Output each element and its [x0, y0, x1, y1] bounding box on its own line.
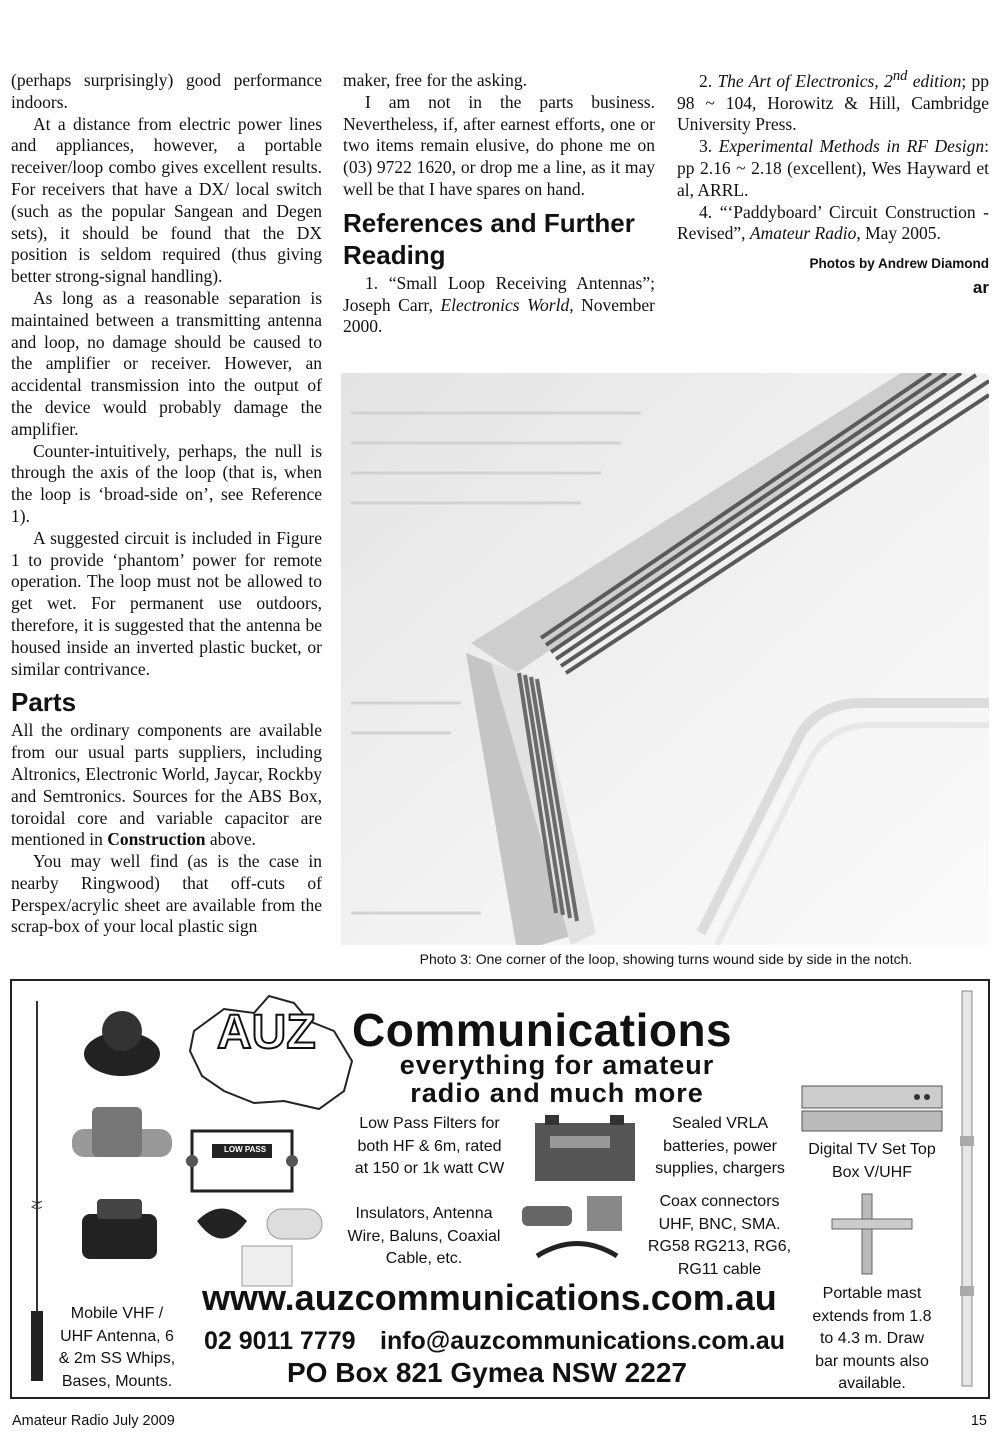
paragraph: A suggested circuit is included in Figure 1 to provide ‘phantom’ power for remote operation. The loop must not be allowed to get wet. For permanent use outdoors, therefore, it is suggested that the antenna be housed inside an inverted plastic bucket, or similar contrivance. [11, 527, 322, 679]
whip-antenna-icon [22, 991, 52, 1391]
filters-text [337, 1113, 522, 1181]
mast-text [802, 1283, 942, 1396]
paragraph: maker, free for the asking. [343, 70, 527, 90]
text-run: 2. [699, 70, 713, 91]
text-line: Low Pass Filters for [359, 1115, 500, 1132]
reference-1 [343, 273, 655, 338]
text-line: batteries, power [663, 1137, 777, 1155]
mobile-antenna-text [52, 1303, 182, 1393]
coax-connectors-icon [517, 1186, 637, 1281]
text-line: both HF & 6m, rated [357, 1137, 502, 1155]
paragraph: You may well find (as is the case in nearby Ringwood) that off-cuts of Perspex/acrylic sheet are available from the scrap-box of your local plastic sign [11, 851, 322, 937]
superscript: nd [892, 68, 908, 84]
filter-label: LOW PASS [223, 1145, 267, 1154]
mast-mount-icon [822, 1189, 922, 1279]
set-top-box-icon [797, 1081, 947, 1136]
text-run: All the ordinary components are available from our usual parts suppliers, including Altronics, Electronic World, Jaycar, Rockby and Semtronics. Sources for the ABS Box, toroidal core and variable capacitor are mentioned in [11, 720, 322, 850]
low-pass-filter-icon [182, 1116, 302, 1201]
text-line: Sealed VRLA [671, 1115, 769, 1132]
text-run: 1. “Small Loop Receiving Antennas”; Joseph Carr, [343, 272, 655, 315]
text-line: Mobile VHF / [70, 1305, 164, 1322]
paragraph: As long as a reasonable separation is maintained between a transmitting antenna and loop, no damage should be caused to the amplifier or receiver. However, an accidental transmission into the output of the device would probably damage the amplifier. [11, 287, 322, 439]
end-mark: ar [972, 278, 989, 297]
photo-loop-corner [341, 373, 989, 945]
text-line: supplies, chargers [655, 1160, 785, 1177]
column-2 [343, 70, 655, 338]
text-run: ; pp 98 ~ 104, Horowitz & Hill, Cambridge University Press. [677, 70, 990, 135]
auz-logo: AUZ [217, 1006, 316, 1059]
text-line: Coax connectors [659, 1193, 780, 1210]
text-line: extends from 1.8 [812, 1307, 932, 1325]
tagline [352, 1051, 762, 1107]
paragraph: I am not in the parts business. Nevertheless, if, after earnest efforts, one or two items remain elusive, do phone me on (03) 9722 1620, or drop me a line, as it may well be that I have spares on hand. [343, 91, 655, 199]
batteries-text [640, 1113, 800, 1181]
company-name: Communications [352, 1004, 733, 1056]
po-box: PO Box 821 Gymea NSW 2227 [287, 1357, 687, 1388]
email-link[interactable]: info@auzcommunications.com.au [380, 1327, 785, 1355]
text-run: 3. [699, 136, 713, 157]
column-3 [677, 66, 989, 299]
text-line: Cable, etc. [385, 1250, 463, 1267]
paragraph: Counter-intuitively, perhaps, the null is through the axis of the loop (that is, when the loop is ‘broad-side on’, see Reference 1). [11, 440, 322, 526]
parts-heading: Parts [11, 687, 77, 718]
photo-credit: Photos by Andrew Diamond [809, 256, 989, 272]
text-line: UHF, BNC, SMA. [658, 1215, 781, 1233]
tv-text [797, 1139, 947, 1184]
battery-icon [530, 1111, 640, 1186]
italic-text: Experimental Methods in RF Design [718, 136, 985, 157]
text-run: above. [209, 829, 256, 850]
text-line: Wire, Baluns, Coaxial [347, 1227, 501, 1245]
mag-mount-base-icon [72, 999, 172, 1089]
antenna-clamp-icon [67, 1099, 177, 1179]
text-line: & 2m SS Whips, [58, 1350, 176, 1367]
tagline-line-2: radio and much more [410, 1078, 704, 1108]
tagline-line-1: everything for amateur [399, 1050, 715, 1080]
paragraph [11, 720, 322, 851]
insulators-icon [187, 1191, 332, 1291]
text-line: UHF Antenna, 6 [60, 1327, 174, 1345]
footer-publication: Amateur Radio July 2009 [12, 1413, 175, 1429]
italic-text: Amateur Radio [749, 223, 857, 244]
text-run: 4. “‘Paddyboard’ Circuit Construction - Revised”, [677, 201, 989, 244]
text-run: , November 2000. [343, 294, 655, 337]
insulators-text [334, 1203, 514, 1271]
text-line: RG11 cable [677, 1260, 762, 1278]
portable-mast-icon [952, 986, 982, 1391]
column-1 [11, 70, 322, 938]
text-line: Portable mast [822, 1285, 922, 1302]
italic-text: The Art of Electronics, 2 [717, 70, 893, 91]
reference-2 [677, 66, 989, 136]
website-link[interactable]: www.auzcommunications.com.au [202, 1277, 777, 1318]
loop-corner-image [341, 373, 989, 945]
italic-text: edition [912, 70, 962, 91]
text-line: to 4.3 m. Draw [819, 1330, 925, 1347]
paragraph: (perhaps surprisingly) good performance indoors. [11, 70, 322, 112]
text-line: Insulators, Antenna [355, 1205, 493, 1222]
text-line: Digital TV Set Top [808, 1141, 936, 1158]
reference-3 [677, 136, 989, 201]
auz-communications-ad [10, 979, 990, 1399]
italic-text: Electronics World [440, 294, 570, 315]
coax-text [637, 1191, 802, 1281]
bold-text: Construction [107, 829, 206, 850]
text-run: : pp 2.16 ~ 2.18 (excellent), Wes Hayward et al, ARRL. [677, 136, 989, 200]
page-number: 15 [970, 1413, 987, 1429]
phone-number: 02 9011 7779 [204, 1327, 356, 1355]
reference-4 [677, 202, 989, 246]
text-line: Bases, Mounts. [61, 1372, 173, 1390]
text-line: Box V/UHF [831, 1163, 912, 1181]
paragraph: At a distance from electric power lines and appliances, however, a portable receiver/loop combo gives excellent results. For receivers that have a DX/ local switch (such as the popular Sangean and Degen sets), it should be found that the DX position is seldom required (thus giving better strong-signal handling). [11, 113, 322, 287]
text-run: , May 2005. [856, 223, 941, 244]
photo-caption: Photo 3: One corner of the loop, showing turns wound side by side in the notch. [419, 951, 913, 967]
text-line: bar mounts also [815, 1352, 929, 1370]
text-line: RG58 RG213, RG6, [647, 1238, 792, 1255]
text-line: available. [838, 1375, 906, 1392]
text-line: at 150 or 1k watt CW [354, 1160, 505, 1177]
antenna-mount-icon [67, 1189, 177, 1279]
references-heading: References and Further Reading [343, 207, 635, 270]
